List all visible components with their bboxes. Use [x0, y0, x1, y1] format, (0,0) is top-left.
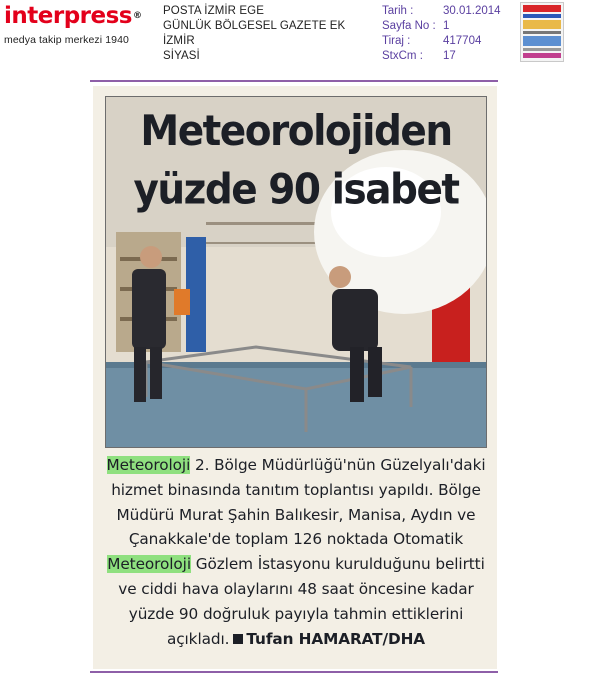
article-photo — [105, 96, 487, 448]
publication-name: POSTA İZMİR EGE — [163, 5, 264, 17]
headline-line-2: yüzde 90 isabet — [133, 165, 459, 215]
keyword-highlight: Meteoroloji — [107, 555, 191, 574]
article-headline — [106, 103, 486, 220]
header-divider — [90, 80, 498, 82]
headline-line-1: Meteorolojiden — [140, 107, 452, 156]
meta-page: Sayfa No : 1 — [382, 20, 450, 32]
newspaper-clipping — [93, 86, 497, 669]
meta-date: Tarih : 30.01.2014 — [382, 5, 501, 17]
body-text-part-1: 2. Bölge Müdürlüğü'nün Güzelyalı'daki hizmet binasında tanıtım toplantısı yapıldı. Bölge Müdürü Murat Şahin Balıkesir, Manisa, Aydın ve Çanakkale'de toplam 126 noktada Otomatik — [111, 456, 486, 549]
meta-stxcm: StxCm : 17 — [382, 50, 456, 62]
publication-type: GÜNLÜK BÖLGESEL GAZETE EK — [163, 20, 346, 32]
logo-tagline: medya takip merkezi 1940 — [4, 34, 129, 46]
interpress-logo — [4, 2, 154, 46]
logo-wordmark: interpress® — [4, 3, 142, 29]
publication-category: SİYASİ — [163, 50, 200, 62]
publication-city: İZMİR — [163, 35, 195, 47]
newspaper-thumbnail[interactable] — [520, 2, 564, 62]
article-body — [101, 453, 491, 651]
byline-square-icon — [233, 634, 243, 644]
clipping-meta — [382, 4, 501, 64]
article-byline: Tufan HAMARAT/DHA — [246, 629, 426, 648]
body-text-part-2: Gözlem İstasyonu kurulduğunu belirtti ve ciddi hava olaylarını 48 saat öncesine kadar yüzde 90 doğruluk payıyla tahmin ettiklerini açıkladı. — [118, 555, 485, 648]
keyword-highlight: Meteoroloji — [106, 456, 191, 474]
footer-divider — [90, 671, 498, 673]
meta-circulation: Tiraj : 417704 — [382, 35, 482, 47]
publication-info — [163, 4, 345, 64]
